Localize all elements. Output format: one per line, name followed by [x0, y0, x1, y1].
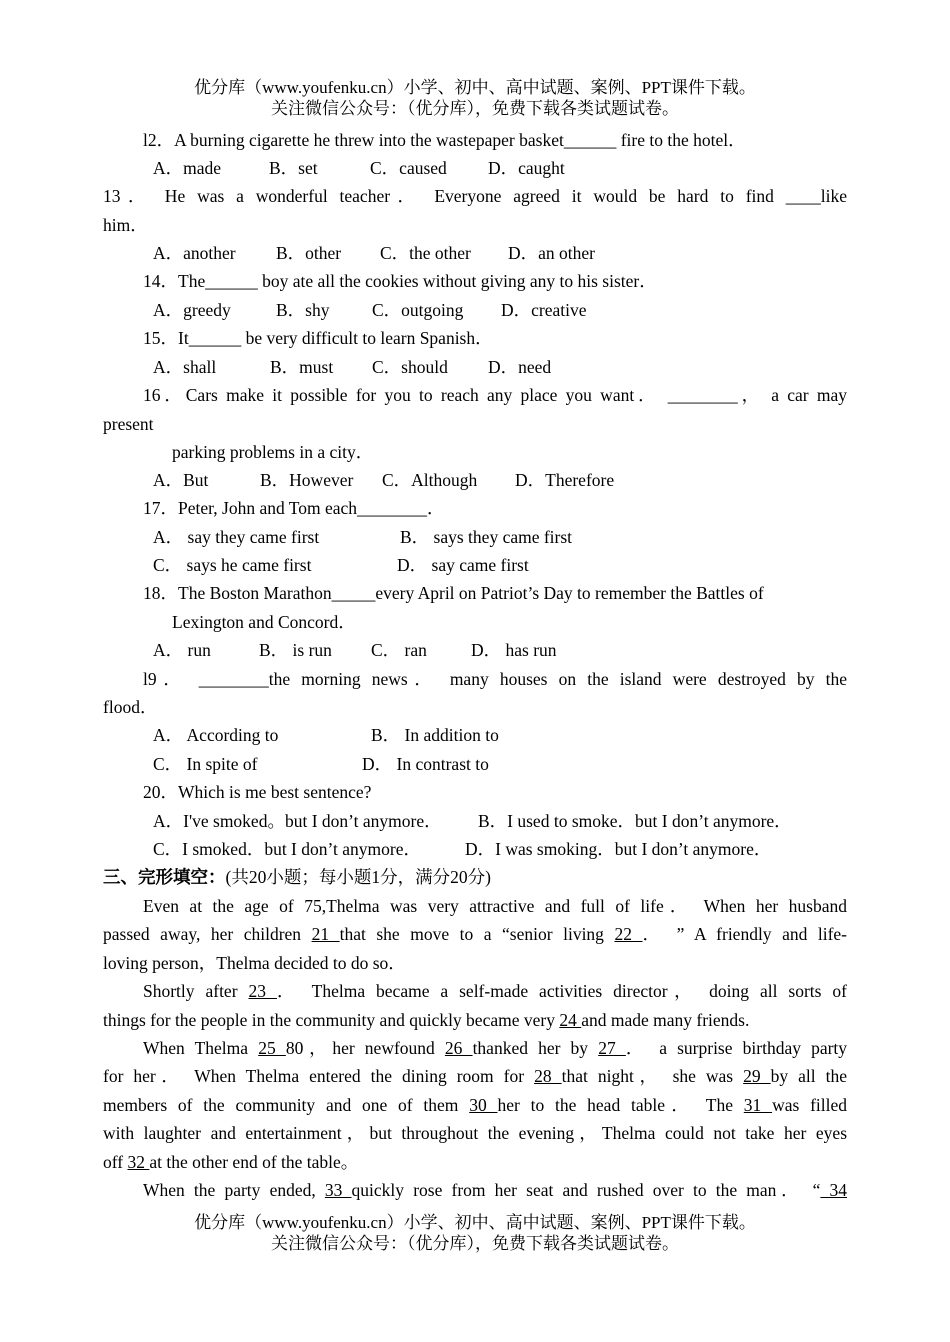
- question-13-options: [153, 239, 595, 267]
- header-line-2: 关注微信公众号：（优分库），免费下载各类试题试卷。: [271, 99, 679, 118]
- q18-option-b: B． is run: [259, 640, 332, 660]
- q18-option-c: C． ran: [371, 640, 427, 660]
- q13-option-c: C．the other: [380, 243, 471, 263]
- question-20-options-row2: [153, 835, 771, 863]
- q19-option-b: B． In addition to: [371, 725, 499, 745]
- q20-option-b: B．I used to smoke．but I don’t anymore．: [478, 811, 792, 831]
- passage-p2-line2: [103, 1006, 749, 1034]
- q12-option-a: A．made: [153, 158, 222, 178]
- question-13-stem-cont: him．: [103, 215, 148, 235]
- section-3-title: 三、完形填空：: [103, 867, 226, 887]
- question-14-stem: 14．The______ boy ate all the cookies without giving any to his sister．: [143, 271, 657, 291]
- text: things for the people in the community and quickly became very: [103, 1010, 560, 1030]
- q15-option-d: D．need: [488, 357, 552, 377]
- q12-option-d: D．caught: [488, 158, 565, 178]
- header-line-1: 优分库（www.youfenku.cn）小学、初中、高中试题、案例、PPT课件下载。: [194, 78, 756, 97]
- question-18-options: [153, 636, 557, 664]
- q14-option-a: A．greedy: [153, 300, 231, 320]
- question-17-options-row2: [153, 551, 529, 579]
- question-19-stem: l9． ________the morning news． many houses on the island were destroyed by the: [143, 669, 847, 689]
- text: Shortly after: [143, 981, 249, 1001]
- text: for her． When Thelma entered the dining room for: [103, 1066, 535, 1086]
- q17-option-a: A． say they came first: [153, 527, 320, 547]
- question-20-options-row1: [153, 807, 792, 835]
- question-19-options-row1: [153, 721, 499, 749]
- question-17-stem: 17．Peter, John and Tom each________．: [143, 498, 445, 518]
- question-12-options: [153, 154, 565, 182]
- q17-option-c: C． says he came first: [153, 555, 312, 575]
- text: ． a surprise birthday party: [625, 1038, 848, 1058]
- text: that night， she was: [561, 1066, 744, 1086]
- q15-option-a: A．shall: [153, 357, 217, 377]
- passage-p3-line4: with laughter and entertainment，but throughout the evening，Thelma could not take her eyes: [103, 1123, 847, 1143]
- question-18-stem: 18．The Boston Marathon_____every April on Patriot’s Day to remember the Battles of: [143, 583, 764, 603]
- section-3-note: (共20小题；每小题1分，满分20分): [225, 867, 491, 887]
- q17-option-b: B． says they came first: [400, 527, 573, 547]
- text: her to the head table． The: [497, 1095, 744, 1115]
- text: off: [103, 1152, 128, 1172]
- text: quickly rose from her seat and rushed over to the man． “: [351, 1180, 821, 1200]
- question-16-stem-cont2: parking problems in a city．: [172, 442, 374, 462]
- q16-option-a: A．But: [153, 470, 209, 490]
- text: at the other end of the table。: [149, 1152, 359, 1172]
- text: by all the: [770, 1066, 848, 1086]
- text: 80，her newfound: [285, 1038, 445, 1058]
- blank-34: 34: [820, 1180, 848, 1200]
- text: passed away, her children: [103, 924, 312, 944]
- question-17-options-row1: [153, 523, 572, 551]
- text: members of the community and one of them: [103, 1095, 470, 1115]
- question-12-stem: l2．A burning cigarette he threw into the wastepaper basket______ fire to the hotel．: [143, 130, 746, 150]
- question-20-stem: 20．Which is me best sentence?: [143, 782, 372, 802]
- text: that she move to a “senior living: [339, 924, 615, 944]
- q12-option-b: B．set: [269, 158, 318, 178]
- blank-32: 32: [127, 1152, 150, 1172]
- q14-option-b: B．shy: [276, 300, 330, 320]
- question-18-stem-cont: Lexington and Concord．: [172, 612, 356, 632]
- passage-p1-line2: [103, 920, 847, 948]
- question-19-stem-cont: flood．: [103, 697, 158, 717]
- blank-25: 25: [258, 1038, 286, 1058]
- q18-option-d: D． has run: [471, 640, 557, 660]
- q20-option-d: D．I was smoking．but I don’t anymore．: [465, 839, 772, 859]
- q20-option-c: C．I smoked．but I don’t anymore．: [153, 839, 421, 859]
- question-14-options: [153, 296, 587, 324]
- blank-31: 31: [743, 1095, 773, 1115]
- question-19-options-row2: [153, 750, 489, 778]
- text: ． ” A friendly and life-: [642, 924, 848, 944]
- q19-option-a: A． According to: [153, 725, 279, 745]
- q15-option-b: B．must: [270, 357, 334, 377]
- q13-option-b: B．other: [276, 243, 342, 263]
- passage-p1-line1: Even at the age of 75,Thelma was very attractive and full of life． When her husband: [143, 896, 847, 916]
- footer-line-2: 关注微信公众号：（优分库），免费下载各类试题试卷。: [271, 1234, 679, 1253]
- q13-option-a: A．another: [153, 243, 236, 263]
- blank-24: 24: [559, 1010, 582, 1030]
- q14-option-c: C．outgoing: [372, 300, 464, 320]
- passage-p2-line1: [143, 977, 847, 1005]
- passage-p3-line3: [103, 1091, 847, 1119]
- question-16-stem: 16．Cars make it possible for you to reach any place you want． ________， a car may: [143, 385, 847, 405]
- passage-p3-line5: [103, 1148, 358, 1176]
- blank-33: 33: [324, 1180, 352, 1200]
- q20-option-a: A．I've smoked。but I don’t anymore．: [153, 811, 442, 831]
- blank-21: 21: [311, 924, 340, 944]
- question-15-stem: 15．It______ be very difficult to learn Spanish．: [143, 328, 493, 348]
- q16-option-c: C．Although: [382, 470, 478, 490]
- blank-30: 30: [469, 1095, 498, 1115]
- text: When Thelma: [143, 1038, 259, 1058]
- blank-28: 28: [534, 1066, 562, 1086]
- footer-line-1: 优分库（www.youfenku.cn）小学、初中、高中试题、案例、PPT课件下载。: [194, 1213, 756, 1232]
- blank-27: 27: [598, 1038, 626, 1058]
- blank-23: 23: [248, 981, 277, 1001]
- text: thanked her by: [472, 1038, 599, 1058]
- q17-option-d: D． say came first: [397, 555, 529, 575]
- section-3-heading: [103, 863, 491, 891]
- text: When the party ended,: [143, 1180, 325, 1200]
- q16-option-b: B．However: [260, 470, 354, 490]
- q18-option-a: A． run: [153, 640, 211, 660]
- blank-22: 22: [614, 924, 643, 944]
- question-15-options: [153, 353, 551, 381]
- q13-option-d: D．an other: [508, 243, 595, 263]
- question-16-options: [153, 466, 614, 494]
- q14-option-d: D．creative: [501, 300, 587, 320]
- text: was filled: [772, 1095, 848, 1115]
- question-13-stem: 13． He was a wonderful teacher． Everyone agreed it would be hard to find ____like: [103, 186, 847, 206]
- q19-option-c: C． In spite of: [153, 754, 258, 774]
- blank-26: 26: [444, 1038, 473, 1058]
- question-16-stem-cont: present: [103, 414, 154, 434]
- text: and made many friends.: [581, 1010, 750, 1030]
- q15-option-c: C．should: [372, 357, 448, 377]
- passage-p3-line1: [143, 1034, 847, 1062]
- q12-option-c: C．caused: [370, 158, 447, 178]
- q19-option-d: D． In contrast to: [362, 754, 489, 774]
- q16-option-d: D．Therefore: [515, 470, 615, 490]
- blank-29: 29: [743, 1066, 771, 1086]
- text: ． Thelma became a self-made activities director， doing all sorts of: [276, 981, 848, 1001]
- passage-p4-line1: [143, 1176, 847, 1204]
- passage-p1-line3: loving person，Thelma decided to do so．: [103, 953, 406, 973]
- passage-p3-line2: [103, 1062, 847, 1090]
